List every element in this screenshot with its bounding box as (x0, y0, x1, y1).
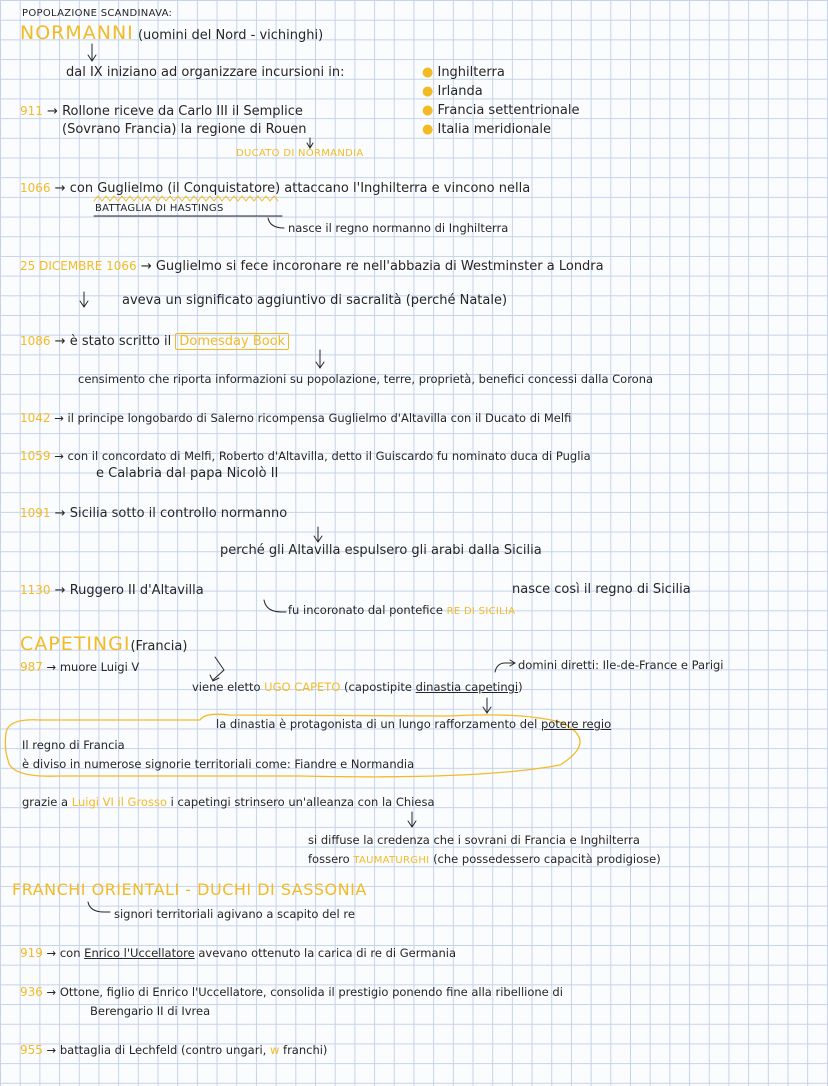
down-arrow-icon (483, 698, 491, 713)
event-987-elected: viene eletto UGO CAPETO (capostipite dinastia capetingi) (192, 680, 523, 694)
event-1066: 1066 → con Guglielmo (il Conquistatore) attaccano l'Inghilterra e vincono nella (20, 181, 531, 196)
taumaturghi: TAUMATURGHI (353, 855, 430, 866)
luigi-vi: Luigi VI il Grosso (71, 795, 167, 809)
normanni-header (20, 22, 323, 44)
re-di-sicilia: RE DI SICILIA (446, 606, 516, 617)
event-1059: 1059 → con il concordato di Melfi, Roberto d'Altavilla, detto il Guiscardo fu nominato duca di Puglia (20, 449, 591, 463)
capetingi-header: CAPETINGI(Francia) (20, 633, 188, 655)
place-item: ● Irlanda (422, 84, 483, 99)
event-936: 936 → Ottone, figlio di Enrico l'Uccellatore, consolida il prestigio ponendo fine alla ribellione di (20, 985, 563, 999)
event-1091: 1091 → Sicilia sotto il controllo normanno (20, 506, 288, 521)
down-arrow-icon (314, 527, 322, 542)
event-1086: 1086 → è stato scritto il Domesday Book (20, 333, 289, 350)
down-arrow-icon (88, 44, 96, 61)
capetingi-heading: CAPETINGI (20, 633, 131, 655)
franchi-sub: signori territoriali agivano a scapito del re (114, 907, 355, 921)
event-987-dynasty: la dinastia è protagonista di un lungo rafforzamento del potere regio (216, 717, 612, 731)
event-1042: 1042 → il principe longobardo di Salerno ricompensa Guglielmo d'Altavilla con il Ducato di Melfi (20, 411, 572, 425)
event-955: 955 → battaglia di Lechfeld (contro ungari, w franchi) (20, 1043, 328, 1057)
hook-arrow-icon (88, 902, 110, 912)
incursions-intro: dal IX iniziano ad organizzare incursioni in: (66, 65, 345, 80)
cloud-line2: è diviso in numerose signorie territoriali come: Fiandre e Normandia (22, 757, 415, 771)
event-936-line2: Berengario II di Ivrea (90, 1004, 211, 1018)
hook-arrow-icon (268, 218, 284, 228)
battle-label: BATTAGLIA DI HASTINGS (95, 203, 224, 214)
page-title: POPOLAZIONE SCANDINAVA: (22, 8, 173, 19)
enrico-uccellatore: Enrico l'Uccellatore (84, 946, 195, 960)
event-987: 987 → muore Luigi V (20, 660, 140, 674)
place-item: ● Francia settentrionale (422, 103, 580, 118)
grazie-line: grazie a Luigi VI il Grosso i capetingi strinsero un'alleanza con la Chiesa (22, 795, 435, 809)
return-arrow-icon (210, 657, 224, 681)
event-1130-note: nasce così il regno di Sicilia (512, 582, 691, 597)
event-1059-line2: e Calabria dal papa Nicolò II (96, 466, 279, 481)
down-arrow-icon (316, 350, 324, 368)
event-911: 911 → Rollone riceve da Carlo III il Semplice (20, 104, 303, 119)
normanni-heading: NORMANNI (20, 22, 134, 44)
event-911-line2: (Sovrano Francia) la regione di Rouen (62, 122, 307, 137)
event-1086-line2: censimento che riporta informazioni su popolazione, terre, proprietà, benefici concessi dalla Corona (78, 372, 654, 386)
year-label: 911 (20, 104, 43, 118)
diffuse-line2: fossero TAUMATURGHI (che possedessero capacità prodigiose) (308, 852, 661, 866)
place-item: ● Italia meridionale (422, 122, 551, 137)
place-item: ● Inghilterra (422, 65, 505, 80)
hook-arrow-icon (264, 600, 286, 612)
cloud-line1: Il regno di Francia (22, 738, 125, 752)
domesday-book: Domesday Book (175, 333, 289, 350)
event-1091-line2: perché gli Altavilla espulsero gli arabi dalla Sicilia (220, 543, 542, 558)
normanni-subtitle: (uomini del Nord - vichinghi) (137, 28, 324, 43)
event-1066-result: nasce il regno normanno di Inghilterra (288, 221, 509, 235)
ducato-label: DUCATO DI NORMANDIA (236, 148, 364, 159)
event-1066-christmas: 25 DICEMBRE 1066 → Guglielmo si fece incoronare re nell'abbazia di Westminster a Londra (20, 259, 604, 274)
diffuse-line1: si diffuse la credenza che i sovrani di Francia e Inghilterra (308, 833, 640, 847)
down-arrow-icon (80, 292, 88, 307)
domini-diretti: domini diretti: Ile-de-France e Parigi (518, 658, 724, 672)
event-1130-line2: fu incoronato dal pontefice RE DI SICILIA (288, 603, 516, 617)
event-1066-christmas-line2: aveva un significato aggiuntivo di sacralità (perché Natale) (122, 293, 508, 308)
hook-arrow-icon (495, 660, 515, 672)
event-919: 919 → con Enrico l'Uccellatore avevano ottenuto la carica di re di Germania (20, 946, 457, 960)
ugo-capeto: UGO CAPETO (264, 680, 341, 694)
down-arrow-icon (408, 812, 416, 827)
event-1130: 1130 → Ruggero II d'Altavilla (20, 583, 204, 598)
franchi-heading: FRANCHI ORIENTALI - DUCHI DI SASSONIA (12, 880, 367, 899)
